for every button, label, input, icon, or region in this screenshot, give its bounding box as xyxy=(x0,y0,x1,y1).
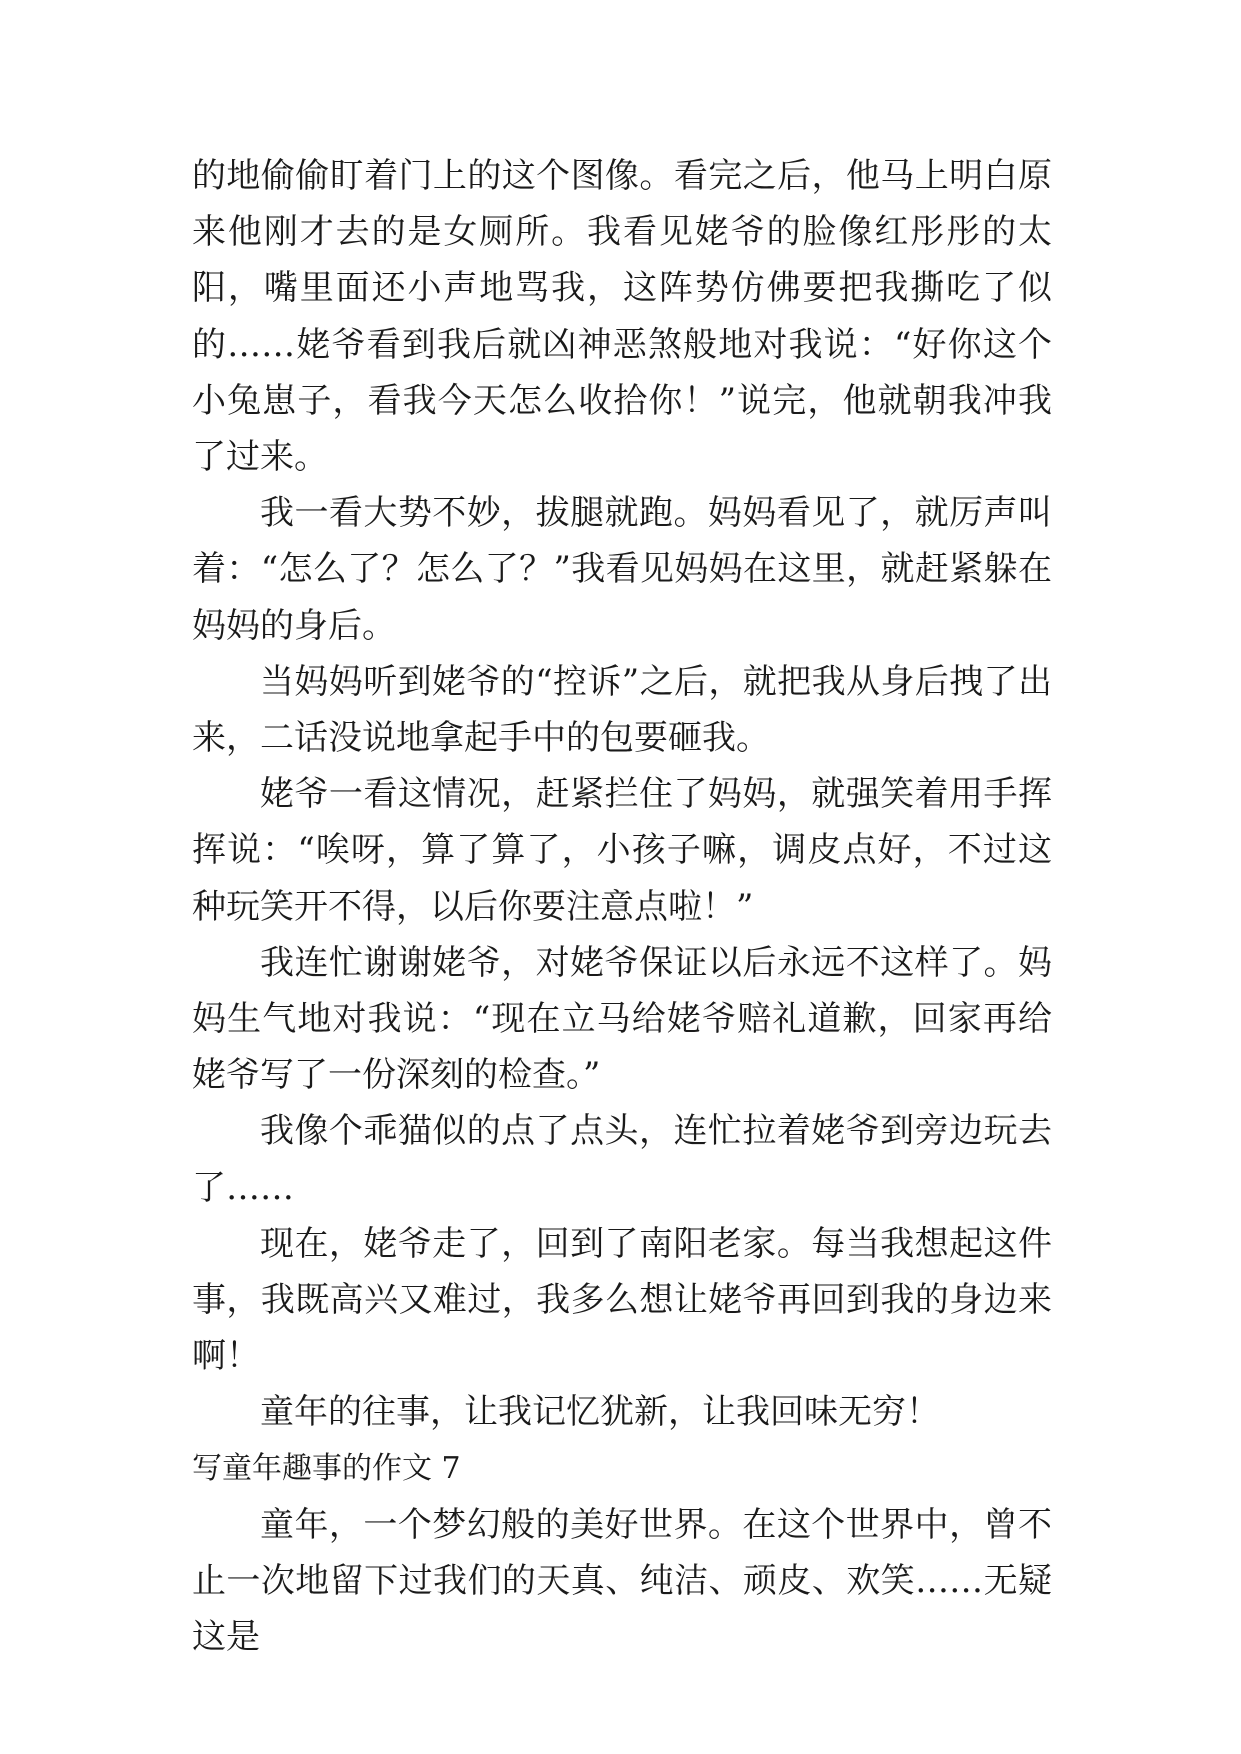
paragraph: 我连忙谢谢姥爷，对姥爷保证以后永远不这样了。妈妈生气地对我说：“现在立马给姥爷赔礼道歉，回家再给姥爷写了一份深刻的检查。” xyxy=(192,942,1052,1096)
paragraph: 我一看大势不妙，拔腿就跑。妈妈看见了，就厉声叫着：“怎么了？怎么了？”我看见妈妈在这里，就赶紧躲在妈妈的身后。 xyxy=(192,493,1052,646)
paragraph: 我像个乖猫似的点了点头，连忙拉着姥爷到旁边玩去了…… xyxy=(192,1111,1052,1208)
paragraph: 童年，一个梦幻般的美好世界。在这个世界中，曾不止一次地留下过我们的天真、纯洁、顽皮、欢笑……无疑这是 xyxy=(192,1504,1052,1658)
paragraph: 姥爷一看这情况，赶紧拦住了妈妈，就强笑着用手挥挥说：“唉呀，算了算了，小孩子嘛，调皮点好，不过这种玩笑开不得，以后你要注意点啦！” xyxy=(192,774,1052,927)
paragraph: 现在，姥爷走了，回到了南阳老家。每当我想起这件事，我既高兴又难过，我多么想让姥爷再回到我的身边来啊！ xyxy=(192,1223,1052,1377)
document-body xyxy=(192,148,1052,1665)
paragraph: 当妈妈听到姥爷的“控诉”之后，就把我从身后拽了出来，二话没说地拿起手中的包要砸我。 xyxy=(192,661,1052,759)
paragraph: 童年的往事，让我记忆犹新，让我回味无穷！ xyxy=(260,1392,940,1433)
paragraph: 的地偷偷盯着门上的这个图像。看完之后，他马上明白原来他刚才去的是女厕所。我看见姥爷的脸像红彤彤的太阳，嘴里面还小声地骂我，这阵势仿佛要把我撕吃了似的……姥爷看到我后就凶神恶煞般地对我说：“好你这个小兔崽子，看我今天怎么收拾你！”说完，他就朝我冲我了过来。 xyxy=(192,156,1052,478)
section-heading: 写童年趣事的作文 7 xyxy=(192,1450,461,1486)
